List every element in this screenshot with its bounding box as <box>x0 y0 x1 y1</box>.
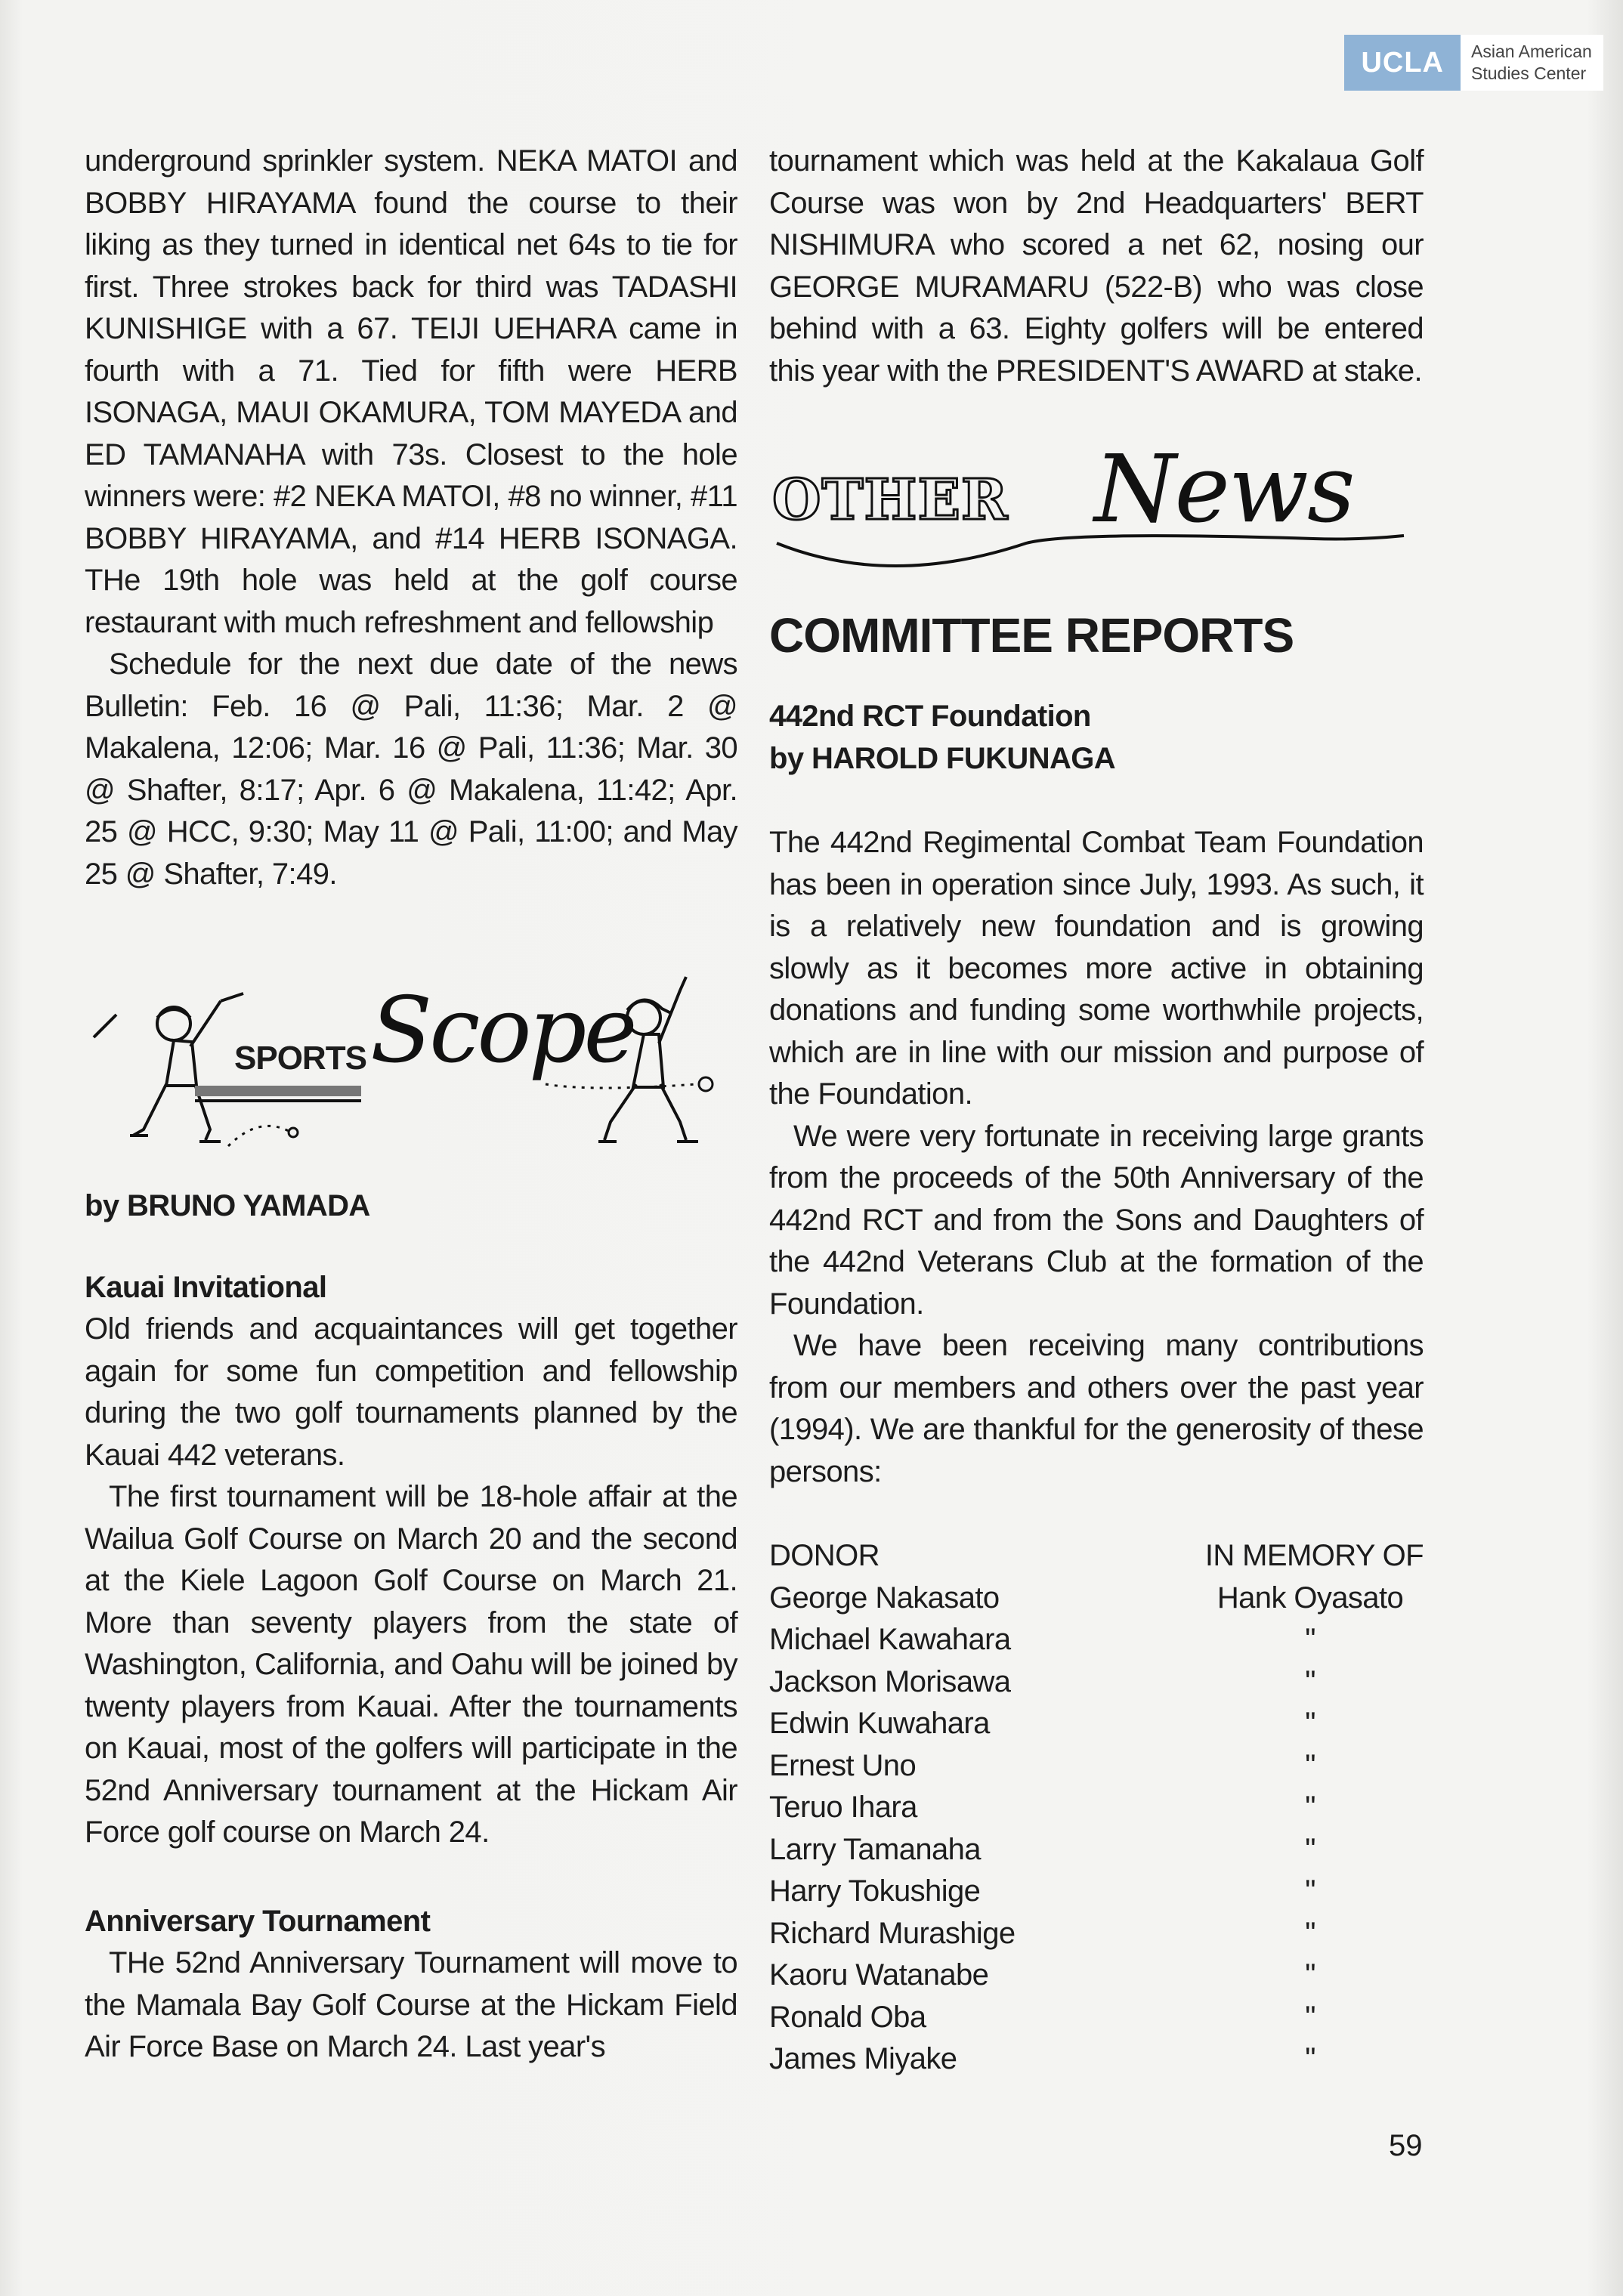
archive-name-line1: Asian American <box>1471 42 1592 61</box>
donor-table-header <box>769 1535 1424 1578</box>
foundation-title: 442nd RCT Foundation <box>769 700 1091 733</box>
sports-byline: by BRUNO YAMADA <box>85 1189 370 1222</box>
donor-row <box>769 1913 1424 1955</box>
donor-row <box>769 1997 1424 2039</box>
anniversary-heading: Anniversary Tournament <box>85 1904 431 1938</box>
schedule-paragraph: Schedule for the next due date of the news Bulletin: Feb. 16 @ Pali, 11:36; Mar. 2 @ Makalena, 12:06; Mar. 16 @ Pali, 11:36; Mar. 30 @ Shafter, 8:17; Apr. 6 @ Makalena, 11:42; Apr. 25 @ HCC, 9:30; May 11 @ Pali, 11:00; and May 25 @ Shafter, 7:49. <box>85 647 737 891</box>
donor-name: Ronald Oba <box>769 2000 926 2034</box>
kauai-paragraph-1: Old friends and acquaintances will get together again for some fun competition and fellowship during the two golf tournaments planned by the Kauai 442 veterans. <box>85 1312 737 1472</box>
donor-name: Harry Tokushige <box>769 1874 981 1908</box>
donor-name: Teruo Ihara <box>769 1791 917 1824</box>
in-memory-of: " <box>1305 1958 1315 1992</box>
in-memory-of: " <box>1305 1664 1315 1698</box>
left-column <box>85 141 737 2069</box>
in-memory-of: " <box>1305 1791 1315 1824</box>
donor-row <box>769 1661 1424 1704</box>
golf-results-paragraph: underground sprinkler system. NEKA MATOI and BOBBY HIRAYAMA found the course to their liking as they turned in identical net 64s to tie for first. Three strokes back for third was TADASHI KUNISHIGE with a 67. TEIJI UEHARA came in fourth with a 71. Tied for fifth were HERB ISONAGA, MAUI OKAMURA, TOM MAYEDA and ED TAMANAHA with 73s. Closest to the hole winners were: #2 NEKA MATOI, #8 no winner, #11 BOBBY HIRAYAMA, and #14 HERB ISONAGA. THe 19th hole was held at the golf course restaurant with much refreshment and fellowship <box>85 144 737 639</box>
in-memory-of: Hank Oyasato <box>1216 1581 1404 1615</box>
anniversary-paragraph: THe 52nd Anniversary Tournament will move to the Mamala Bay Golf Course at the Hickam Field Air Force Base on March 24. Last year's <box>85 1946 737 2063</box>
donor-list <box>769 1578 1424 2081</box>
committee-reports-heading: COMMITTEE REPORTS <box>769 608 1294 663</box>
donor-name: George Nakasato <box>769 1581 1000 1615</box>
archive-name-line2: Studies Center <box>1471 63 1587 83</box>
kauai-heading: Kauai Invitational <box>85 1270 327 1304</box>
donor-name: Kaoru Watanabe <box>769 1958 989 1992</box>
ucla-logo: UCLA <box>1344 35 1461 91</box>
donor-name: Jackson Morisawa <box>769 1664 1011 1698</box>
donor-name: Ernest Uno <box>769 1748 917 1782</box>
in-memory-of: " <box>1305 2000 1315 2034</box>
donor-name: James Miyake <box>769 2042 957 2075</box>
in-memory-of: " <box>1305 1623 1315 1656</box>
kauai-paragraph-2: The first tournament will be 18-hole affair at the Wailua Golf Course on March 20 and the second at the Kiele Lagoon Golf Course on March 21. More than seventy players from the state of Washington, California, and Oahu will be joined by twenty players from Kauai. After the tournaments on Kauai, most of the golfers will participate in the 52nd Anniversary tournament at the Hickam Air Force golf course on March 24. <box>85 1480 737 1849</box>
archive-badge <box>1344 35 1603 91</box>
other-word: OTHER <box>772 468 1009 533</box>
donor-name: Richard Murashige <box>769 1916 1016 1950</box>
donor-row <box>769 1578 1424 1620</box>
donor-row <box>769 1829 1424 1871</box>
donor-row <box>769 1745 1424 1788</box>
news-word: News <box>1094 435 1354 544</box>
page-number: 59 <box>1389 2129 1423 2162</box>
donor-name: Edwin Kuwahara <box>769 1707 990 1740</box>
foundation-paragraph-3: We have been receiving many contributions from our members and others over the past year (1994). We are thankful for the generosity of these persons: <box>769 1329 1424 1488</box>
donor-row <box>769 1619 1424 1661</box>
donor-row <box>769 2038 1424 2081</box>
sports-word: SPORTS <box>234 1040 366 1077</box>
in-memory-of: " <box>1305 1916 1315 1950</box>
other-news-banner <box>769 435 1424 579</box>
donor-name: Larry Tamanaha <box>769 1832 981 1866</box>
foundation-paragraph-1: The 442nd Regimental Combat Team Foundation has been in operation since July, 1993. As such, it is a relatively new foundation and is growing slowly as it becomes more active in obtaining donations and funding some worthwhile projects, which are in line with our mission and purpose of the Foundation. <box>769 826 1424 1111</box>
donor-name: Michael Kawahara <box>769 1623 1011 1656</box>
scope-word: Scope <box>370 978 635 1083</box>
sports-scope-banner <box>85 971 737 1175</box>
memory-column-header: IN MEMORY OF <box>1204 1539 1424 1572</box>
tournament-continuation-paragraph: tournament which was held at the Kakalaua Golf Course was won by 2nd Headquarters' BERT NISHIMURA who scored a net 62, nosing our GEORGE MURAMARU (522-B) who was close behind with a 63. Eighty golfers will be entered this year with the PRESIDENT'S AWARD at stake. <box>769 144 1424 388</box>
donor-column-header: DONOR <box>769 1539 880 1572</box>
donor-row <box>769 1787 1424 1829</box>
archive-name <box>1461 35 1603 91</box>
in-memory-of: " <box>1305 1707 1315 1740</box>
in-memory-of: " <box>1305 1748 1315 1782</box>
donor-row <box>769 1871 1424 1913</box>
in-memory-of: " <box>1305 1874 1315 1908</box>
in-memory-of: " <box>1305 2042 1315 2075</box>
foundation-paragraph-2: We were very fortunate in receiving large grants from the proceeds of the 50th Anniversary of the 442nd RCT and from the Sons and Daughters of the 442nd Veterans Club at the formation of the Foundation. <box>769 1119 1424 1321</box>
donor-row <box>769 1703 1424 1745</box>
in-memory-of: " <box>1305 1832 1315 1866</box>
foundation-byline: by HAROLD FUKUNAGA <box>769 741 1116 775</box>
right-column <box>769 141 1424 2081</box>
donor-row <box>769 1955 1424 1997</box>
